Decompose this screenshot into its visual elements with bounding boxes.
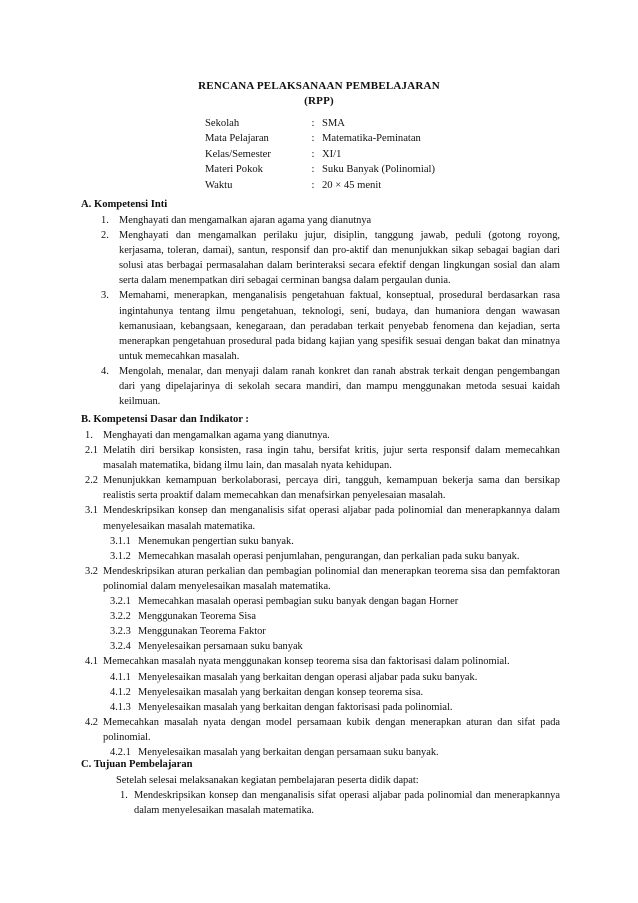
- document-title: RENCANA PELAKSANAAN PEMBELAJARAN: [198, 80, 440, 92]
- item-number: 4.1.2: [110, 686, 131, 698]
- item-number: 1.: [120, 790, 128, 801]
- section-c-intro: Setelah selesai melaksanakan kegiatan pembelajaran peserta didik dapat:: [116, 775, 419, 786]
- list-item: [101, 288, 560, 363]
- info-separator: :: [311, 164, 315, 176]
- list-item: [85, 564, 560, 594]
- item-number: 4.2.1: [110, 746, 131, 758]
- item-text: Memahami, menerapkan, menganalisis pengetahuan faktual, konseptual, prosedural berdasarkan rasa ingintahunya tentang ilmu pengetahuan, teknologi, seni, budaya, dan humaniora dengan wawasan kemanusiaan, kebangsaan, kenegaraan, dan peradaban terkait penyebab fenomena dan kejadian, serta menerapkan pengetahuan prosedural pada bidang kajian yang spesifik sesuai dengan bakat dan minatnya untuk memecahkan masalah.: [119, 290, 560, 362]
- info-label: Mata Pelajaran: [205, 133, 269, 145]
- item-text: Menghayati dan mengamalkan perilaku jujur, disiplin, tanggung jawab, peduli (gotong royong, kerjasama, toleran, damai), santun, responsif dan pro-aktif dan menunjukkan sikap sebagai bagian dari solusi atas berbagai permasalahan dalam berinteraksi secara efektif dengan lingkungan sosial dan alam serta dalam menempatkan diri sebagai cerminan bangsa dalam pergaulan dunia.: [119, 230, 560, 287]
- item-text: Mendeskripsikan konsep dan menganalisis sifat operasi aljabar pada polinomial dan menerapkannya dalam menyelesaikan masalah matematika.: [103, 505, 560, 532]
- list-subitem: [85, 745, 560, 760]
- item-number: 3.: [101, 290, 109, 302]
- item-number: 3.1.2: [110, 550, 131, 562]
- info-label: Materi Pokok: [205, 164, 263, 176]
- item-number: 4.1: [85, 656, 98, 668]
- info-value: SMA: [322, 118, 345, 129]
- info-row-materi-pokok: [205, 162, 435, 177]
- item-number: 1.: [85, 430, 93, 441]
- section-a-list: [101, 213, 560, 409]
- list-item: [101, 228, 560, 288]
- item-number: 3.2: [85, 565, 98, 577]
- item-number: 4.1.3: [110, 701, 131, 713]
- list-item: [85, 654, 560, 669]
- info-row-waktu: [205, 178, 435, 193]
- item-text: Mendeskripsikan konsep dan menganalisis sifat operasi aljabar pada polinomial dan menerapkannya dalam menyelesaikan masalah matematika.: [134, 790, 560, 817]
- item-number: 4.: [101, 365, 109, 377]
- item-number: 3.2.2: [110, 611, 131, 623]
- info-value: XI/1: [322, 148, 342, 160]
- info-value: Matematika-Peminatan: [322, 133, 421, 145]
- item-number: 3.2.4: [110, 641, 131, 653]
- section-b-list: [85, 428, 560, 760]
- item-number: 3.2.3: [110, 626, 131, 638]
- item-text: Mendeskripsikan aturan perkalian dan pembagian polinomial dan menerapkan teorema sisa dan pemfaktoran polinomial dalam menyelesaikan masalah matematika.: [103, 565, 560, 592]
- section-c-list: [120, 788, 560, 818]
- item-text: Memecahkan masalah nyata menggunakan konsep teorema sisa dan faktorisasi dalam polinomial.: [103, 656, 510, 668]
- item-text: Mengolah, menalar, dan menyaji dalam ranah konkret dan ranah abstrak terkait dengan pengembangan dari yang dipelajarinya di sekolah secara mandiri, dan mampu menggunakan metoda sesuai kaidah keilmuan.: [119, 365, 560, 408]
- item-text: Menyelesaikan masalah yang berkaitan dengan operasi aljabar pada suku banyak.: [138, 671, 478, 683]
- info-separator: :: [311, 118, 315, 129]
- list-subitem: [85, 594, 560, 609]
- info-value: 20 × 45 menit: [322, 179, 382, 191]
- list-subitem: [85, 609, 560, 624]
- list-subitem: [85, 624, 560, 639]
- list-subitem: [85, 670, 560, 685]
- item-text: Menyelesaikan masalah yang berkaitan dengan persamaan suku banyak.: [138, 746, 439, 758]
- list-item: [85, 443, 560, 473]
- list-subitem: [85, 685, 560, 700]
- item-text: Memecahkan masalah nyata dengan model persamaan kubik dengan menerapkan aturan dan sifat pada polinomial.: [103, 716, 560, 743]
- item-number: 2.2: [85, 475, 98, 487]
- item-number: 3.1: [85, 505, 98, 517]
- document-subtitle: (RPP): [304, 95, 334, 107]
- list-item: [85, 715, 560, 745]
- info-label: Kelas/Semester: [205, 148, 271, 160]
- info-value: Suku Banyak (Polinomial): [322, 164, 435, 176]
- identity-table: [205, 116, 435, 193]
- info-separator: :: [311, 133, 315, 145]
- section-b-heading: B. Kompetensi Dasar dan Indikator :: [81, 414, 249, 425]
- item-text: Menggunakan Teorema Faktor: [138, 626, 266, 638]
- list-item: [101, 213, 560, 228]
- item-text: Memecahkan masalah operasi pembagian suku banyak dengan bagan Horner: [138, 596, 459, 608]
- section-a-heading: A. Kompetensi Inti: [81, 199, 168, 210]
- info-label: Sekolah: [205, 118, 240, 129]
- info-separator: :: [311, 148, 315, 160]
- list-subitem: [85, 700, 560, 715]
- item-number: 4.2: [85, 716, 98, 728]
- item-text: Melatih diri bersikap konsisten, rasa ingin tahu, bersifat kritis, jujur serta responsif dalam memecahkan masalah matematika, bidang ilmu lain, dan masalah nyata kehidupan.: [103, 445, 560, 472]
- item-text: Menyelesaikan persamaan suku banyak: [138, 641, 303, 653]
- list-subitem: [85, 549, 560, 564]
- list-item: [101, 364, 560, 409]
- list-item: [85, 473, 560, 503]
- item-number: 2.1: [85, 445, 98, 457]
- info-row-mata-pelajaran: [205, 131, 435, 146]
- section-c-heading: C. Tujuan Pembelajaran: [81, 759, 193, 770]
- info-row-kelas-semester: [205, 147, 435, 162]
- item-number: 2.: [101, 230, 109, 242]
- item-text: Menemukan pengertian suku banyak.: [138, 535, 294, 547]
- list-subitem: [85, 639, 560, 654]
- item-text: Menyelesaikan masalah yang berkaitan dengan faktorisasi pada polinomial.: [138, 701, 453, 713]
- item-text: Menggunakan Teorema Sisa: [138, 611, 256, 623]
- item-number: 4.1.1: [110, 671, 131, 683]
- list-item: [85, 428, 560, 443]
- item-text: Menunjukkan kemampuan berkolaborasi, percaya diri, tangguh, kemampuan bekerja sama dan bersikap realistis serta proaktif dalam memecahkan dan menafsirkan penyelesaian masalah.: [103, 475, 560, 502]
- item-number: 1.: [101, 215, 109, 226]
- info-row-sekolah: [205, 116, 435, 131]
- list-subitem: [85, 534, 560, 549]
- item-text: Menyelesaikan masalah yang berkaitan dengan konsep teorema sisa.: [138, 686, 424, 698]
- info-separator: :: [311, 179, 315, 191]
- info-label: Waktu: [205, 179, 233, 191]
- item-number: 3.1.1: [110, 535, 131, 547]
- list-item: [85, 503, 560, 533]
- item-text: Memecahkan masalah operasi penjumlahan, pengurangan, dan perkalian pada suku banyak.: [138, 550, 520, 562]
- item-text: Menghayati dan mengamalkan agama yang dianutnya.: [103, 430, 330, 441]
- item-text: Menghayati dan mengamalkan ajaran agama yang dianutnya: [119, 215, 372, 226]
- item-number: 3.2.1: [110, 596, 131, 608]
- list-item: [120, 788, 560, 818]
